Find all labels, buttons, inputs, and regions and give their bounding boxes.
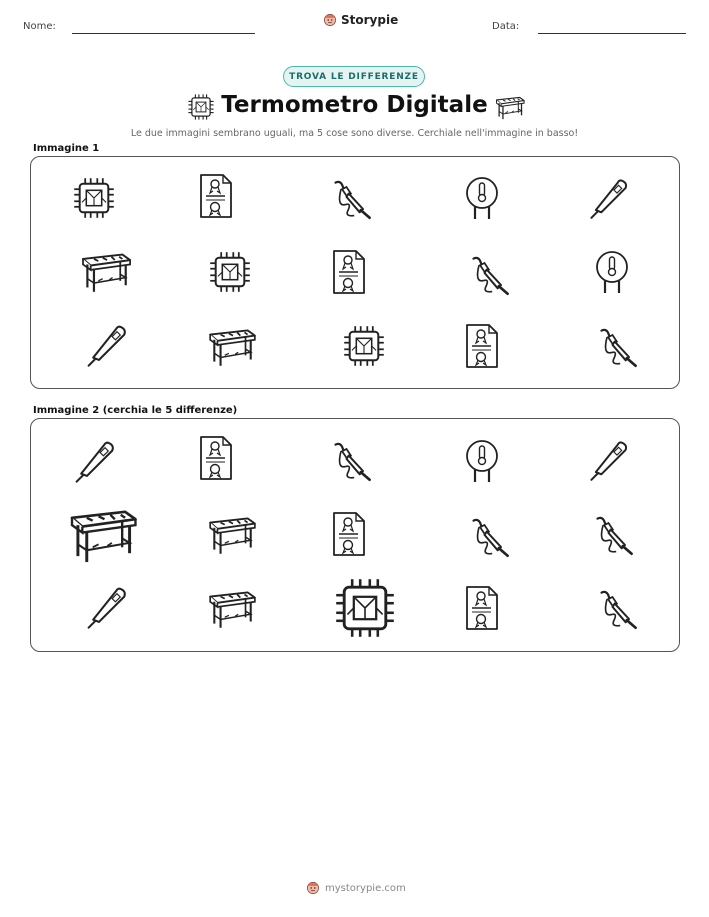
instructions: Le due immagini sembrano uguali, ma 5 cose sono diverse. Cerchiale nell'immagine in basso!: [130, 128, 579, 139]
thermistor-icon: [462, 176, 502, 220]
chip-icon[interactable]: [330, 576, 400, 640]
thermometer-icon[interactable]: [72, 438, 118, 484]
workbench-icon[interactable]: [206, 512, 258, 556]
footer-url: mystorypie.com: [325, 882, 406, 894]
mascot-icon: [323, 13, 337, 27]
mascot-icon: [306, 881, 320, 895]
thermistor-icon[interactable]: [462, 438, 502, 484]
soldering-iron-icon: [596, 324, 640, 368]
chip-icon: [208, 250, 252, 294]
certificate-icon[interactable]: [328, 510, 368, 558]
section-1-label: Immagine 1: [33, 143, 100, 154]
footer: [306, 881, 406, 895]
soldering-iron-icon[interactable]: [330, 438, 374, 482]
certificate-icon[interactable]: [461, 584, 501, 632]
soldering-iron-icon[interactable]: [596, 586, 640, 630]
date-line[interactable]: [538, 33, 686, 34]
chip-icon: [342, 324, 386, 368]
workbench-icon[interactable]: [66, 503, 140, 565]
name-line[interactable]: [72, 33, 255, 34]
soldering-iron-icon: [330, 176, 374, 220]
thermistor-icon: [592, 250, 632, 294]
certificate-icon: [195, 172, 235, 220]
brand-logo: [323, 13, 398, 27]
thermometer-icon[interactable]: [587, 438, 631, 482]
date-label: Data:: [492, 21, 520, 32]
workbench-icon[interactable]: [206, 586, 258, 630]
brand-name: Storypie: [341, 13, 399, 27]
thermometer-icon[interactable]: [84, 584, 130, 630]
soldering-iron-icon[interactable]: [592, 512, 636, 556]
certificate-icon: [328, 248, 368, 296]
soldering-iron-icon: [468, 252, 512, 296]
workbench-icon: [206, 324, 258, 368]
activity-badge: TROVA LE DIFFERENZE: [283, 66, 425, 87]
thermometer-icon: [84, 322, 130, 368]
workbench-icon: [494, 93, 526, 121]
page-title: Termometro Digitale: [221, 92, 488, 118]
soldering-iron-icon[interactable]: [468, 514, 512, 558]
name-label: Nome:: [23, 21, 56, 32]
chip-icon: [72, 176, 116, 220]
certificate-icon: [461, 322, 501, 370]
section-2-label: Immagine 2 (cerchia le 5 differenze): [33, 405, 238, 416]
workbench-icon: [78, 248, 134, 294]
thermometer-icon: [587, 176, 631, 220]
certificate-icon[interactable]: [195, 434, 235, 482]
